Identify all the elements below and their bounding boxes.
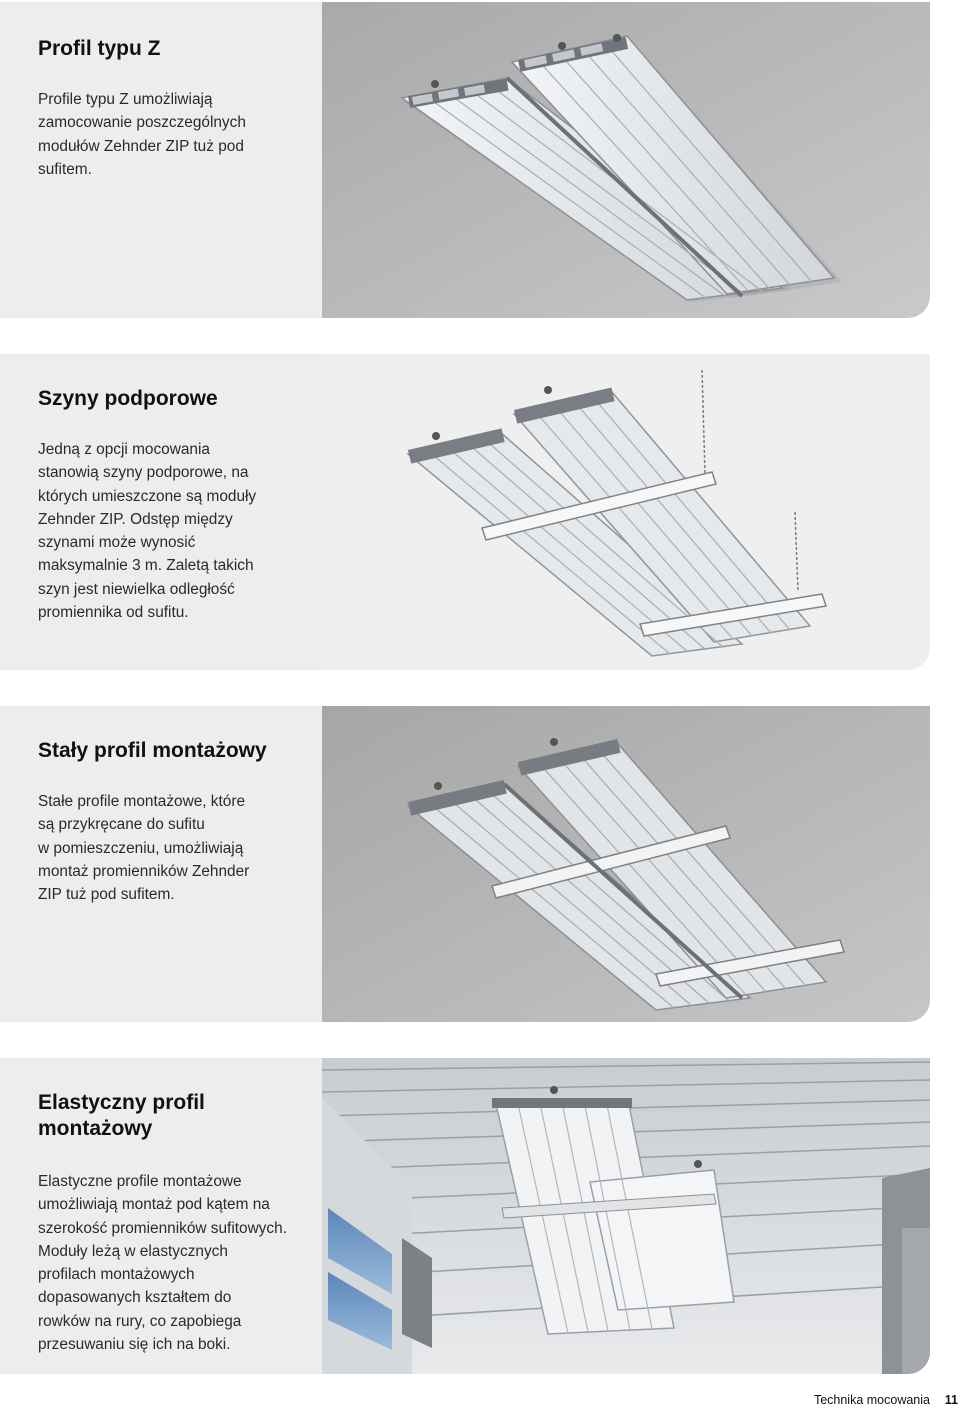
- section-text: [38, 2, 308, 181]
- section-text: [38, 1058, 308, 1356]
- section-title: Profil typu Z: [38, 37, 161, 60]
- product-photo: [322, 706, 930, 1022]
- footer-section-label: Technika mocowania: [813, 1393, 930, 1407]
- section-body: Profile typu Z umożliwiają zamocowanie poszczególnych modułów Zehnder ZIP tuż pod sufitem.: [38, 91, 246, 178]
- section-z-profile: [0, 2, 930, 318]
- page-number: 11: [944, 1393, 958, 1407]
- section-title: Elastyczny profil montażowy: [38, 1091, 205, 1140]
- section-support-rails: [0, 354, 930, 670]
- product-photo: [322, 1058, 930, 1374]
- fixed-profile-illustration: [322, 706, 930, 1022]
- section-body: Stałe profile montażowe, które są przykręcane do sufitu w pomieszczeniu, umożliwiają montaż promienników Zehnder ZIP tuż pod sufitem.: [38, 793, 250, 904]
- flexible-profile-illustration: [322, 1058, 930, 1374]
- z-profile-illustration: [322, 2, 930, 318]
- product-photo: [322, 354, 930, 670]
- support-rails-illustration: [322, 354, 930, 670]
- product-photo: [322, 2, 930, 318]
- section-title: Szyny podporowe: [38, 387, 218, 410]
- section-title: Stały profil montażowy: [38, 739, 267, 762]
- section-body: Elastyczne profile montażowe umożliwiają montaż pod kątem na szerokość promienników sufitowych. Moduły leżą w elastycznych profilach montażowych dopasowanych kształtem do rowków na rury, co zapobiega przesuwaniu się ich na boki.: [38, 1173, 287, 1354]
- section-text: [38, 354, 308, 624]
- section-text: [38, 706, 308, 906]
- section-body: Jedną z opcji mocowania stanowią szyny podporowe, na których umieszczone są moduły Zehnder ZIP. Odstęp między szynami może wynosić maksymalnie 3 m. Zaletą takich szyn jest niewielka odległość promiennika od sufitu.: [38, 441, 257, 622]
- section-flexible-profile: [0, 1058, 930, 1374]
- section-fixed-profile: [0, 706, 930, 1022]
